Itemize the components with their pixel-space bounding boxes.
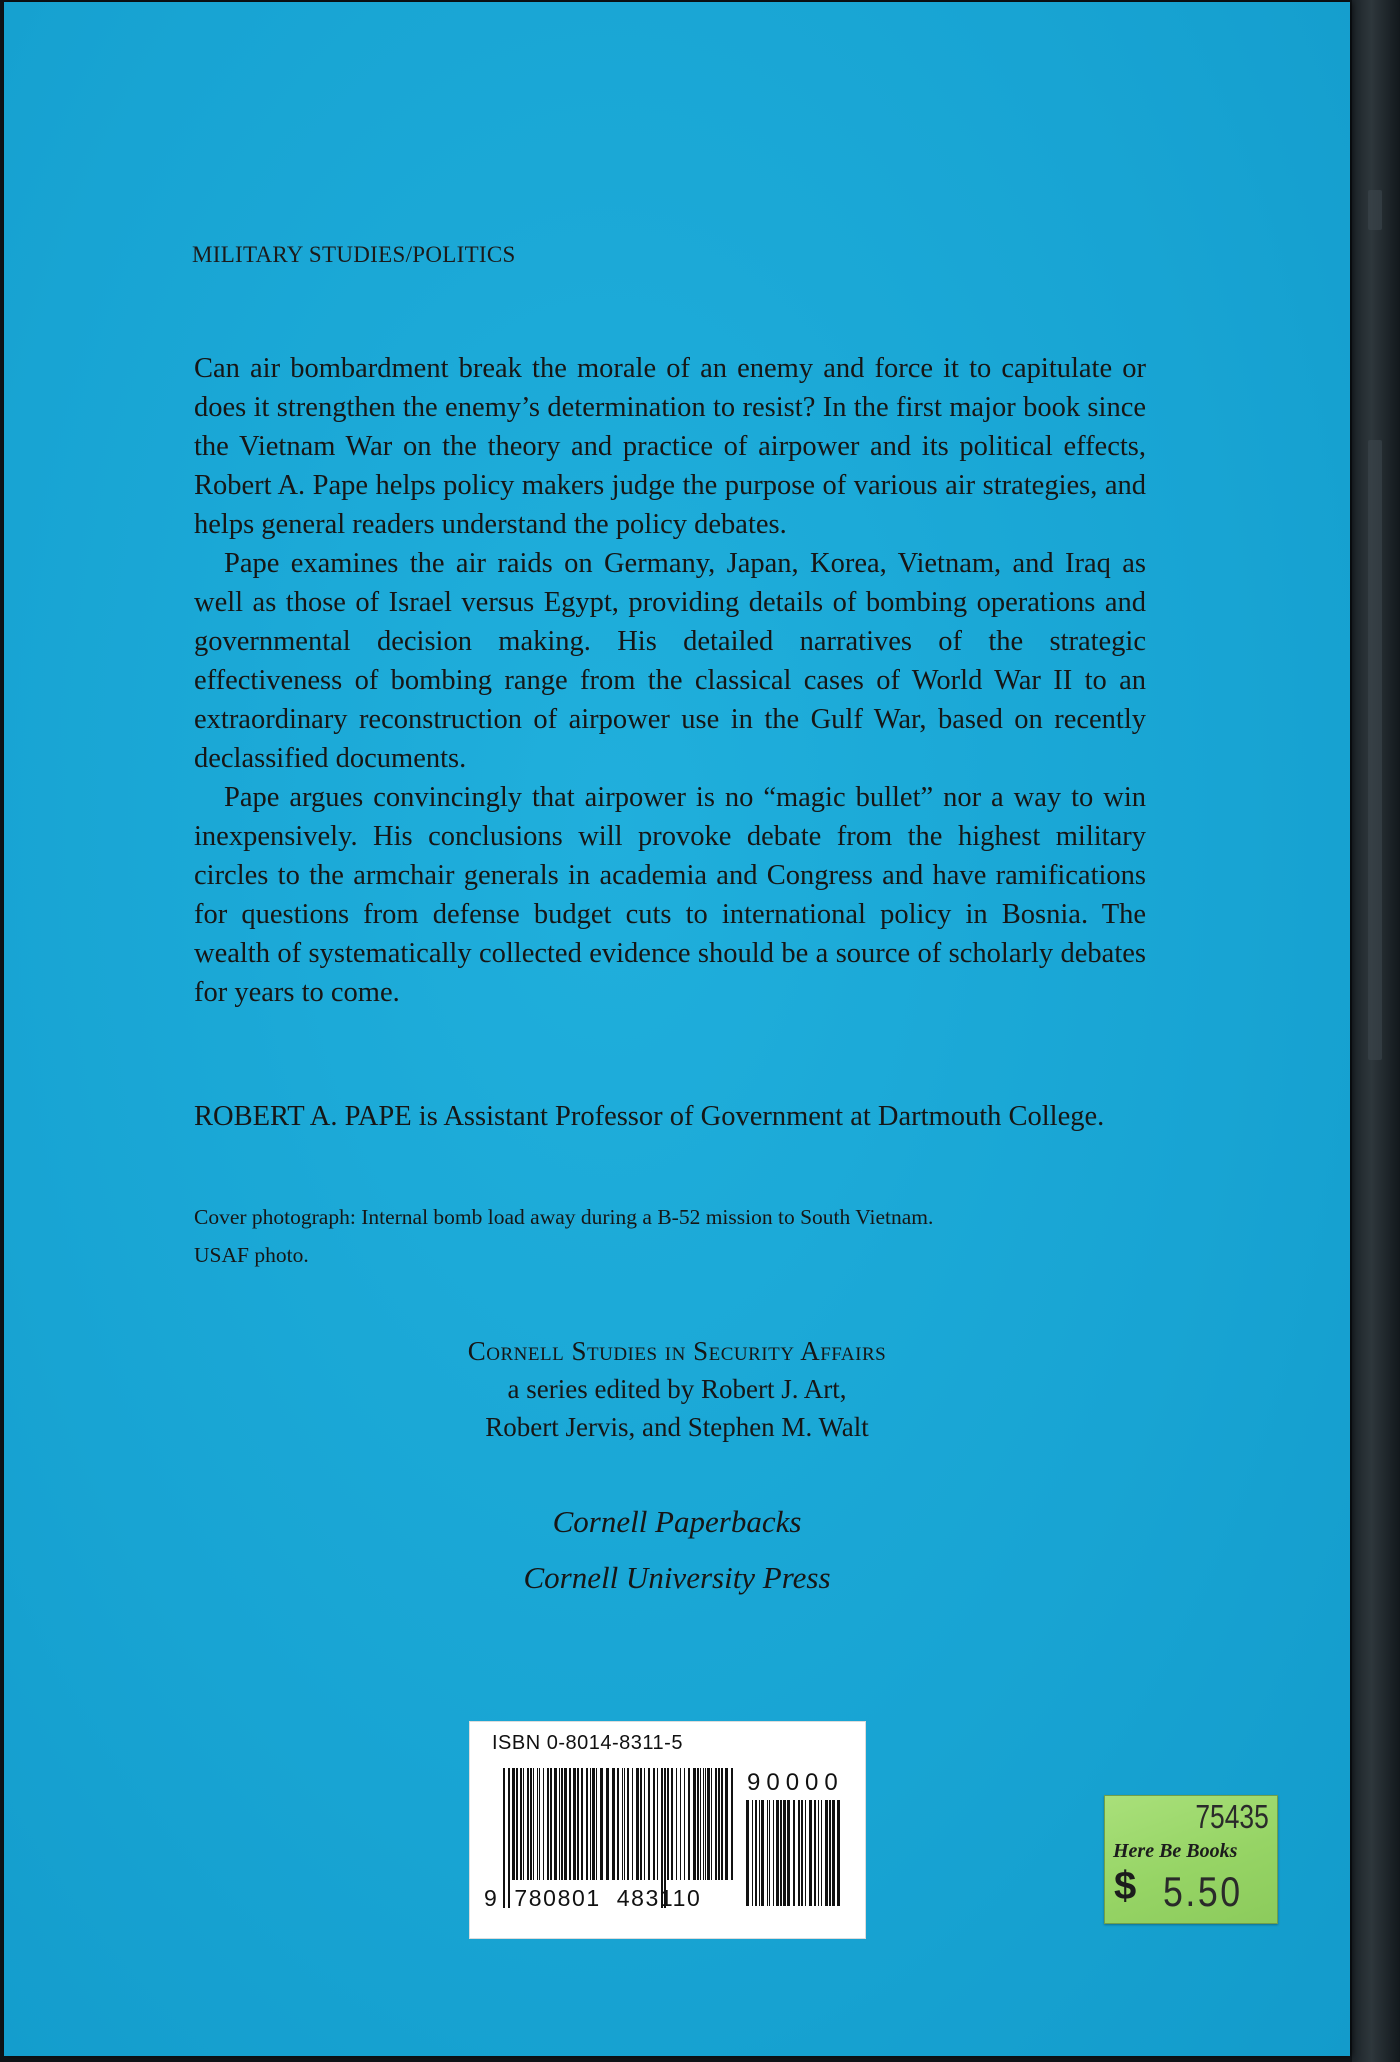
barcode-bar: [520, 1768, 522, 1880]
barcode-bar: [798, 1800, 800, 1906]
ean-digits: [484, 1885, 701, 1912]
barcode-bar: [569, 1768, 571, 1880]
barcode-bar: [693, 1768, 696, 1880]
barcode-bar: [688, 1768, 690, 1880]
barcode-bar: [783, 1800, 786, 1906]
barcode-bar: [644, 1768, 645, 1880]
publisher-imprint: [4, 1494, 1350, 1606]
barcode-bar: [707, 1768, 710, 1880]
cover-credit-line: Cover photograph: Internal bomb load away during a B-52 mission to South Vietnam.: [194, 1205, 934, 1229]
barcode-bar: [523, 1768, 524, 1880]
barcode-bar: [530, 1768, 532, 1880]
barcode-bar: [761, 1800, 764, 1906]
ean-left-group: 780801: [514, 1885, 601, 1911]
barcode-bar: [667, 1768, 669, 1880]
barcode-bar: [543, 1768, 544, 1880]
barcode-bar: [516, 1768, 518, 1880]
addon-digits: 90000: [747, 1769, 844, 1796]
barcode-bar: [801, 1800, 803, 1906]
barcode-bar: [612, 1768, 615, 1880]
barcode-bar: [818, 1800, 819, 1906]
barcode-bar: [676, 1768, 677, 1880]
sticker-code: 75435: [1195, 1798, 1269, 1835]
barcode-bar: [746, 1800, 749, 1906]
barcode-bar: [592, 1768, 595, 1880]
barcode-bar: [554, 1768, 557, 1880]
barcode-label: [469, 1721, 866, 1939]
barcode-bar: [780, 1800, 782, 1906]
series-editors-line: a series edited by Robert J. Art,: [507, 1374, 847, 1404]
barcode-bar: [527, 1768, 529, 1880]
barcode-bar: [590, 1768, 591, 1880]
blurb-paragraph: Pape examines the air raids on Germany, Japan, Korea, Vietnam, and Iraq as well as those of Israel versus Egypt, providing details of bombing operations and governmental decision making. His detailed narratives of the strategic effectiveness of bombing range from the classical cases of World War II to an extraordinary reconstruction of airpower use in the Gulf War, based on recently declassified documents.: [194, 548, 1146, 774]
barcode-bar: [705, 1768, 706, 1880]
barcode-bar: [547, 1768, 549, 1880]
barcode-bar: [773, 1800, 774, 1906]
barcode-bar: [752, 1800, 753, 1906]
barcode-bar: [657, 1768, 658, 1880]
blurb-paragraph: Pape argues convincingly that airpower is no “magic bullet” nor a way to win inexpensively. His conclusions will provoke debate from the highest military circles to the armchair generals in academia and Congress and have ramifications for questions from defense budget cuts to international policy in Bosnia. The wealth of systematically collected evidence should be a source of scholarly debates for years to come.: [194, 782, 1146, 1008]
category-label: MILITARY STUDIES/POLITICS: [192, 242, 516, 267]
ean-first-digit: 9: [484, 1885, 499, 1911]
barcode-bar: [539, 1768, 540, 1880]
barcode-bar: [725, 1768, 728, 1880]
barcode-bar: [581, 1768, 583, 1880]
barcode-bar: [814, 1800, 816, 1906]
barcode-bar: [715, 1768, 717, 1880]
barcode-bar: [787, 1800, 790, 1906]
barcode-bar: [700, 1768, 701, 1880]
back-cover: [4, 2, 1350, 2056]
barcode-bar: [769, 1800, 770, 1906]
barcode-bar: [533, 1768, 534, 1880]
price-value: 5.50: [1163, 1868, 1243, 1915]
barcode-bar: [600, 1768, 603, 1880]
addon-barcode-bars: [746, 1800, 842, 1910]
series-editors-line: Robert Jervis, and Stephen M. Walt: [485, 1412, 869, 1442]
barcode-bar: [640, 1768, 642, 1880]
series-info: [4, 1332, 1350, 1446]
publisher-name: Cornell University Press: [523, 1560, 831, 1595]
barcode-bar: [624, 1768, 625, 1880]
barcode-bar: [684, 1768, 685, 1880]
barcode-bar: [825, 1800, 828, 1906]
cover-credit-line: USAF photo.: [194, 1243, 309, 1267]
barcode-bar: [561, 1768, 563, 1880]
author-bio: ROBERT A. PAPE is Assistant Professor of Government at Dartmouth College.: [194, 1101, 1105, 1132]
barcode-bar: [821, 1800, 822, 1906]
barcode-bar: [559, 1768, 560, 1880]
barcode-bar: [776, 1800, 779, 1906]
isbn-text: ISBN 0-8014-8311-5: [492, 1732, 683, 1754]
dollar-sign: $: [1114, 1864, 1137, 1908]
ean-right-group: 483110: [616, 1885, 702, 1911]
series-title: Cornell Studies in Security Affairs: [467, 1336, 887, 1366]
store-name: Here Be Books: [1113, 1840, 1238, 1862]
barcode-bar: [550, 1768, 552, 1880]
barcode-bar: [809, 1800, 812, 1906]
barcode-bar: [596, 1768, 597, 1880]
barcode-bar: [767, 1800, 768, 1906]
barcode-bar: [697, 1768, 699, 1880]
barcode-bar: [721, 1768, 723, 1880]
barcode-bar: [564, 1768, 567, 1880]
barcode-bar: [759, 1800, 760, 1906]
barcode-bar: [718, 1768, 720, 1880]
cover-credit: [194, 1198, 1154, 1274]
barcode-bar: [680, 1768, 681, 1880]
barcode-bar: [617, 1768, 619, 1880]
barcode-bar: [837, 1800, 840, 1906]
price-sticker: [1104, 1795, 1278, 1924]
barcode-bar: [755, 1800, 757, 1906]
barcode-bar: [573, 1768, 576, 1880]
edge-mark: [1368, 440, 1382, 1060]
blurb-paragraph: Can air bombardment break the morale of an enemy and force it to capitulate or does it strengthen the enemy’s determination to resist? In the first major book since the Vietnam War on the theory and practice of airpower and its political effects, Robert A. Pape helps policy makers judge the purpose of various air strategies, and helps general readers understand the policy debates.: [194, 353, 1146, 540]
barcode-bar: [805, 1800, 806, 1906]
barcode-bar: [653, 1768, 655, 1880]
edge-mark: [1368, 190, 1382, 230]
barcode-bar: [793, 1800, 795, 1906]
barcode-bar: [711, 1768, 712, 1880]
barcode-bar: [632, 1768, 633, 1880]
barcode-bar: [671, 1768, 673, 1880]
barcode-bar: [703, 1768, 704, 1880]
barcode-bar: [832, 1800, 835, 1906]
barcode-bar: [627, 1768, 629, 1880]
barcode-bar: [537, 1768, 538, 1880]
barcode-bar: [829, 1800, 831, 1906]
barcode-bar: [648, 1768, 650, 1880]
barcode-bar: [577, 1768, 579, 1880]
barcode-bar: [606, 1768, 609, 1880]
barcode-bar: [512, 1768, 515, 1880]
barcode-bar: [731, 1768, 733, 1880]
blurb: [194, 349, 1146, 1012]
barcode-bar: [586, 1768, 588, 1880]
barcode-bar: [636, 1768, 639, 1880]
imprint-line: Cornell Paperbacks: [552, 1504, 802, 1539]
barcode-bar: [622, 1768, 623, 1880]
